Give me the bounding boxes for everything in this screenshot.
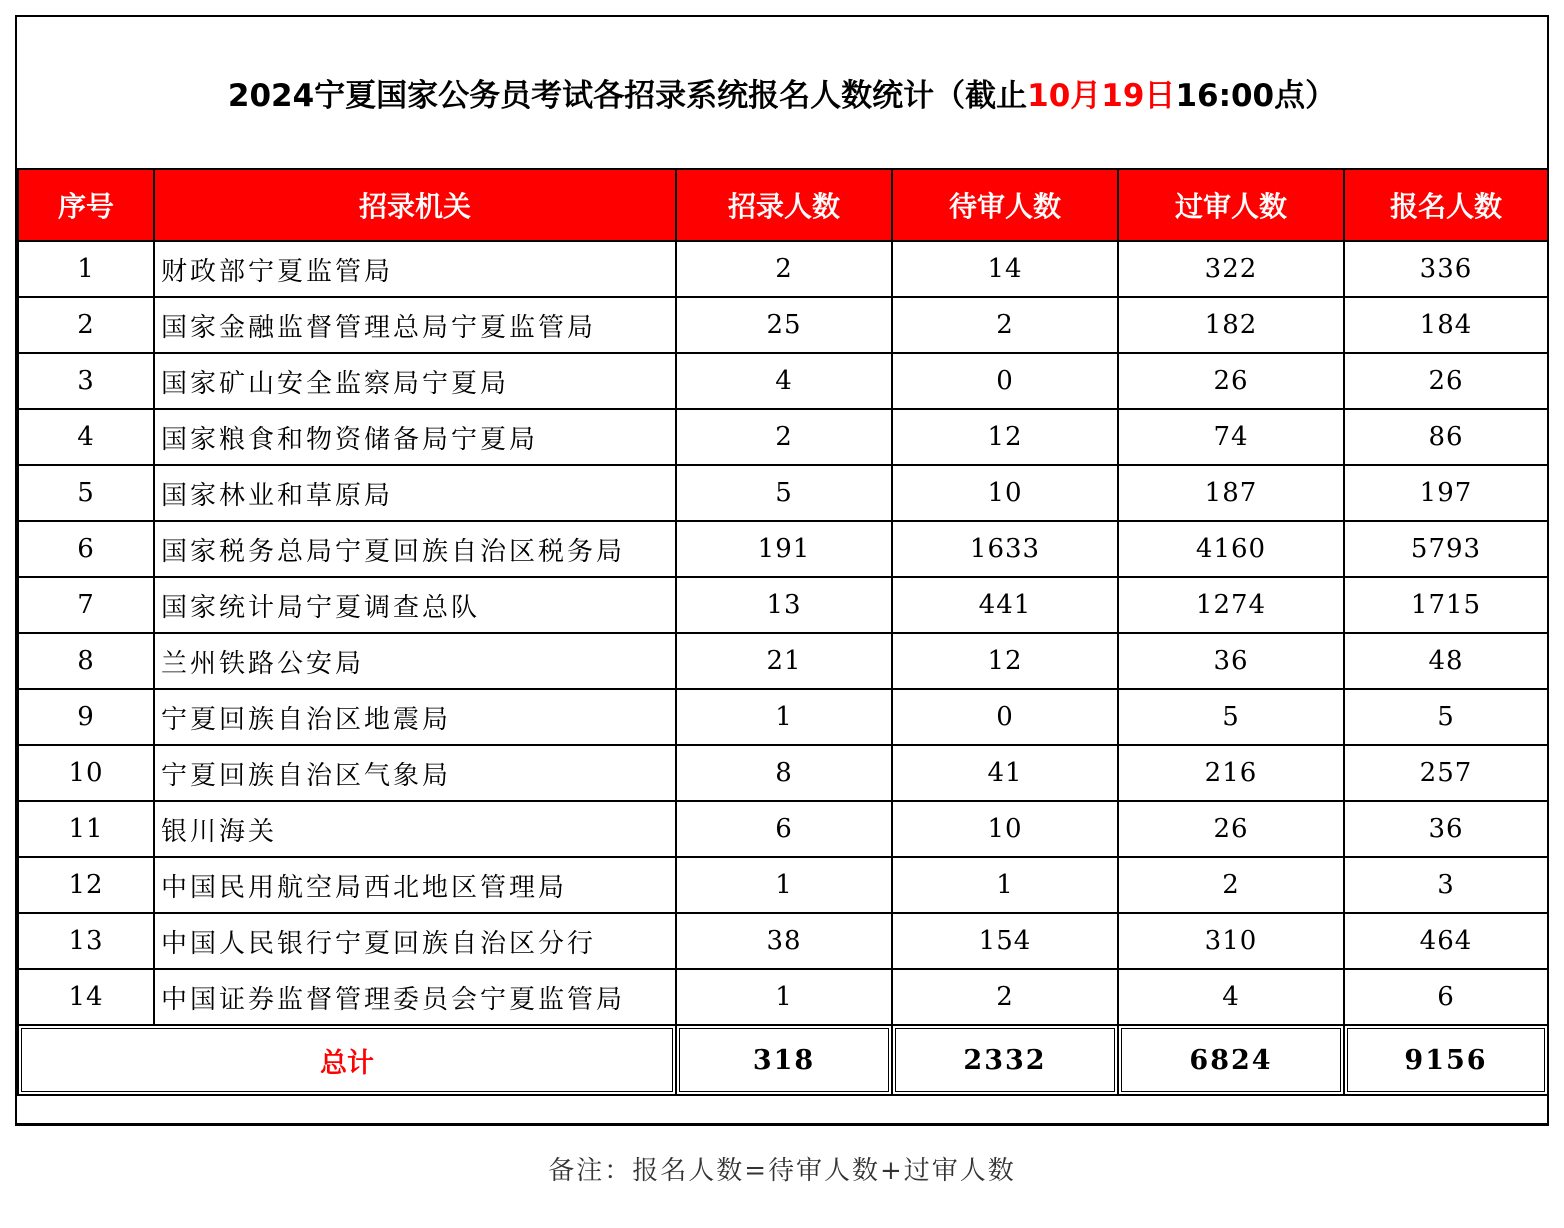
row-index: 7	[18, 577, 154, 633]
row-approved: 1274	[1118, 577, 1344, 633]
header-agency: 招录机关	[154, 169, 676, 241]
total-approved: 6824	[1118, 1025, 1344, 1095]
row-recruit: 2	[676, 409, 892, 465]
row-agency: 中国人民银行宁夏回族自治区分行	[154, 913, 676, 969]
statistics-sheet	[15, 15, 1549, 1126]
row-pending: 14	[892, 241, 1118, 297]
total-label: 总计	[18, 1025, 676, 1095]
row-approved: 182	[1118, 297, 1344, 353]
row-pending: 2	[892, 969, 1118, 1025]
row-approved: 4	[1118, 969, 1344, 1025]
header-recruit-count: 招录人数	[676, 169, 892, 241]
row-recruit: 4	[676, 353, 892, 409]
table-row	[18, 241, 1548, 297]
row-applicants: 464	[1344, 913, 1548, 969]
row-applicants: 257	[1344, 745, 1548, 801]
row-index: 3	[18, 353, 154, 409]
table-row	[18, 969, 1548, 1025]
row-index: 12	[18, 857, 154, 913]
row-approved: 216	[1118, 745, 1344, 801]
row-index: 5	[18, 465, 154, 521]
row-recruit: 1	[676, 689, 892, 745]
row-applicants: 5793	[1344, 521, 1548, 577]
total-pending: 2332	[892, 1025, 1118, 1095]
row-pending: 12	[892, 409, 1118, 465]
row-index: 11	[18, 801, 154, 857]
row-agency: 国家林业和草原局	[154, 465, 676, 521]
row-pending: 0	[892, 689, 1118, 745]
total-row	[18, 1025, 1548, 1095]
row-agency: 中国证券监督管理委员会宁夏监管局	[154, 969, 676, 1025]
row-index: 1	[18, 241, 154, 297]
row-recruit: 6	[676, 801, 892, 857]
row-recruit: 38	[676, 913, 892, 969]
table-row	[18, 689, 1548, 745]
row-index: 14	[18, 969, 154, 1025]
table-header-row	[18, 169, 1548, 241]
row-applicants: 5	[1344, 689, 1548, 745]
row-applicants: 336	[1344, 241, 1548, 297]
row-approved: 5	[1118, 689, 1344, 745]
row-recruit: 1	[676, 857, 892, 913]
row-applicants: 184	[1344, 297, 1548, 353]
header-approved-count: 过审人数	[1118, 169, 1344, 241]
row-applicants: 197	[1344, 465, 1548, 521]
row-applicants: 48	[1344, 633, 1548, 689]
title-time: 16:00点）	[1175, 78, 1337, 114]
row-index: 8	[18, 633, 154, 689]
header-applicant-count: 报名人数	[1344, 169, 1548, 241]
total-recruit: 318	[676, 1025, 892, 1095]
table-row	[18, 745, 1548, 801]
row-recruit: 25	[676, 297, 892, 353]
row-pending: 441	[892, 577, 1118, 633]
bottom-rule	[15, 1123, 1549, 1125]
row-pending: 41	[892, 745, 1118, 801]
row-approved: 310	[1118, 913, 1344, 969]
table-row	[18, 913, 1548, 969]
row-approved: 187	[1118, 465, 1344, 521]
row-pending: 154	[892, 913, 1118, 969]
row-agency: 国家税务总局宁夏回族自治区税务局	[154, 521, 676, 577]
title-date-highlight: 10月19日	[1027, 78, 1176, 114]
table-row	[18, 521, 1548, 577]
table-row	[18, 801, 1548, 857]
row-pending: 12	[892, 633, 1118, 689]
row-pending: 10	[892, 801, 1118, 857]
row-index: 10	[18, 745, 154, 801]
row-pending: 1	[892, 857, 1118, 913]
row-applicants: 86	[1344, 409, 1548, 465]
row-index: 4	[18, 409, 154, 465]
row-approved: 4160	[1118, 521, 1344, 577]
row-approved: 2	[1118, 857, 1344, 913]
header-index: 序号	[18, 169, 154, 241]
row-recruit: 1	[676, 969, 892, 1025]
table-row	[18, 465, 1548, 521]
row-approved: 26	[1118, 801, 1344, 857]
row-index: 9	[18, 689, 154, 745]
row-approved: 322	[1118, 241, 1344, 297]
row-agency: 中国民用航空局西北地区管理局	[154, 857, 676, 913]
row-index: 13	[18, 913, 154, 969]
row-pending: 2	[892, 297, 1118, 353]
row-recruit: 13	[676, 577, 892, 633]
table-row	[18, 353, 1548, 409]
row-index: 6	[18, 521, 154, 577]
table-row	[18, 409, 1548, 465]
row-agency: 国家金融监督管理总局宁夏监管局	[154, 297, 676, 353]
row-agency: 宁夏回族自治区地震局	[154, 689, 676, 745]
row-applicants: 6	[1344, 969, 1548, 1025]
row-recruit: 2	[676, 241, 892, 297]
row-pending: 1633	[892, 521, 1118, 577]
row-recruit: 191	[676, 521, 892, 577]
row-applicants: 26	[1344, 353, 1548, 409]
table-row	[18, 857, 1548, 913]
row-applicants: 1715	[1344, 577, 1548, 633]
row-pending: 0	[892, 353, 1118, 409]
table-row	[18, 297, 1548, 353]
row-approved: 36	[1118, 633, 1344, 689]
registration-table	[17, 168, 1549, 1096]
row-approved: 74	[1118, 409, 1344, 465]
table-row	[18, 633, 1548, 689]
row-agency: 国家粮食和物资储备局宁夏局	[154, 409, 676, 465]
title-text: 2024宁夏国家公务员考试各招录系统报名人数统计（截止	[227, 78, 1028, 114]
row-agency: 国家矿山安全监察局宁夏局	[154, 353, 676, 409]
row-index: 2	[18, 297, 154, 353]
footnote: 备注：报名人数=待审人数+过审人数	[548, 1156, 1016, 1186]
row-agency: 国家统计局宁夏调查总队	[154, 577, 676, 633]
header-pending-count: 待审人数	[892, 169, 1118, 241]
table-row	[18, 577, 1548, 633]
row-approved: 26	[1118, 353, 1344, 409]
row-agency: 宁夏回族自治区气象局	[154, 745, 676, 801]
row-agency: 兰州铁路公安局	[154, 633, 676, 689]
row-agency: 财政部宁夏监管局	[154, 241, 676, 297]
row-recruit: 21	[676, 633, 892, 689]
row-recruit: 5	[676, 465, 892, 521]
row-agency: 银川海关	[154, 801, 676, 857]
row-pending: 10	[892, 465, 1118, 521]
total-applicants: 9156	[1344, 1025, 1548, 1095]
row-recruit: 8	[676, 745, 892, 801]
row-applicants: 36	[1344, 801, 1548, 857]
row-applicants: 3	[1344, 857, 1548, 913]
page-title	[17, 17, 1547, 168]
